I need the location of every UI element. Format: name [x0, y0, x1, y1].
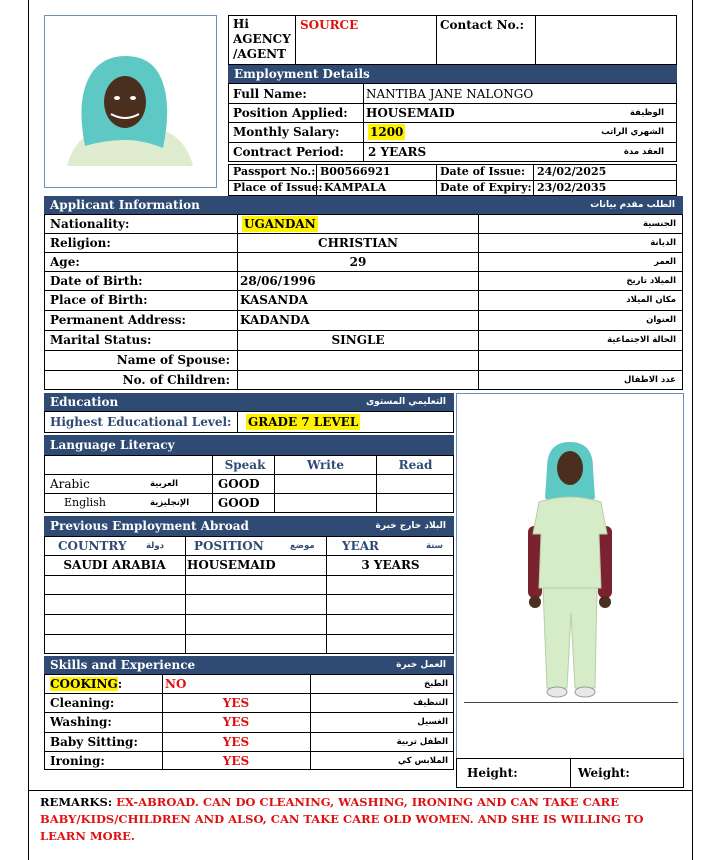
full-body-photo: [495, 438, 645, 703]
applicant-arabic-1: الديانة: [650, 238, 676, 248]
applicant-value-6: SINGLE: [331, 333, 385, 347]
applicant-arabic-0: الجنسية: [643, 219, 676, 229]
lang-english-label: English: [64, 496, 106, 509]
contract-value: 2 YEARS: [368, 145, 427, 159]
applicant-arabic-6: الحالة الاجتماعية: [607, 335, 676, 345]
prev-year-value: 3 YEARS: [361, 558, 420, 572]
applicant-label-1: Religion:: [50, 236, 111, 250]
skill-value-4: YES: [222, 754, 250, 768]
height-label: Height:: [467, 766, 518, 780]
col-year-ar: سنة: [426, 541, 443, 551]
place-of-issue-label: Place of Issue:: [233, 181, 323, 194]
issue-date-label: Date of Issue:: [440, 165, 526, 178]
prev-position-value: HOUSEMAID: [187, 558, 276, 572]
applicant-label-7: Name of Spouse:: [116, 353, 230, 367]
full-name-label: Full Name:: [233, 87, 307, 101]
skill-arabic-0: الطبخ: [424, 679, 448, 689]
lang-header-read: Read: [398, 458, 433, 472]
education-level-label: Highest Educational Level:: [50, 415, 232, 429]
remarks-line2: BABY/KIDS/CHILDREN AND ALSO, CAN TAKE CARE OLD WOMEN. AND SHE IS WILLING TO LEARN MORE.: [40, 812, 644, 843]
portrait-image: [45, 16, 216, 187]
contract-label: Contract Period:: [233, 145, 344, 159]
skill-label-2: Washing:: [50, 715, 112, 729]
page-right-border: [692, 0, 693, 860]
skill-label-1: Cleaning:: [50, 696, 115, 710]
previous-employment-header: Previous Employment Abroad البلاد خارج خبرة: [44, 516, 454, 536]
skill-arabic-4: الملابس كي: [398, 756, 448, 766]
contact-label: Contact No.:: [440, 18, 524, 32]
skill-arabic-1: التنظيف: [413, 698, 448, 708]
applicant-arabic-3: الميلاد تاريخ: [626, 276, 676, 286]
applicant-label-2: Age:: [50, 255, 80, 269]
prev-country-value: SAUDI ARABIA: [63, 558, 166, 572]
portrait-photo: [44, 15, 217, 188]
applicant-value-5: KADANDA: [240, 313, 310, 327]
skill-label-4: Ironing:: [50, 754, 105, 768]
expiry-date-value: 23/02/2035: [537, 181, 607, 194]
lang-header-speak: Speak: [224, 458, 266, 472]
place-of-issue-value: KAMPALA: [324, 181, 387, 194]
skill-label-0: COOKING:: [50, 677, 123, 691]
education-header: Education التعليمي المستوى: [44, 393, 454, 411]
page-left-border: [28, 0, 29, 860]
col-position-ar: موضع: [290, 541, 315, 551]
lang-arabic-speak: GOOD: [218, 477, 260, 491]
col-country-ar: دولة: [146, 541, 164, 551]
skills-header: Skills and Experience العمل خبرة: [44, 656, 454, 674]
applicant-value-0: UGANDAN: [244, 217, 316, 231]
skill-value-0: NO: [165, 677, 187, 691]
weight-label: Weight:: [578, 766, 630, 780]
language-header: Language Literacy: [44, 435, 454, 455]
skill-arabic-3: الطفل تربية: [396, 737, 448, 747]
position-value: HOUSEMAID: [366, 106, 455, 120]
lang-arabic-ar: العربية: [150, 479, 179, 489]
applicant-info-header: Applicant Information الطلب مقدم بيانات: [44, 196, 683, 214]
skill-value-1: YES: [222, 696, 250, 710]
applicant-arabic-8: عدد الاطفال: [624, 375, 676, 385]
applicant-label-5: Permanent Address:: [50, 313, 186, 327]
passport-no-label: Passport No.:: [233, 165, 316, 178]
lang-english-ar: الإنجليزية: [150, 498, 190, 508]
full-name-value: NANTIBA JANE NALONGO: [366, 87, 534, 101]
applicant-label-6: Marital Status:: [50, 333, 152, 347]
issue-date-value: 24/02/2025: [537, 165, 607, 178]
employment-details-header: Employment Details: [228, 65, 677, 83]
col-year: YEAR: [342, 539, 379, 553]
skill-value-2: YES: [222, 715, 250, 729]
col-position: POSITION: [194, 539, 264, 553]
salary-value: 1200: [370, 125, 404, 139]
applicant-value-2: 29: [349, 255, 367, 269]
applicant-label-8: No. of Children:: [122, 373, 230, 387]
salary-arabic: الشهري الراتب: [601, 127, 664, 137]
full-body-image: [495, 438, 645, 703]
skill-arabic-2: الغسيل: [417, 717, 448, 727]
applicant-label-0: Nationality:: [50, 217, 130, 231]
passport-no-value: B00566921: [320, 165, 391, 178]
education-level-value: GRADE 7 LEVEL: [248, 415, 359, 429]
applicant-value-3: 28/06/1996: [240, 274, 316, 288]
skill-label-3: Baby Sitting:: [50, 735, 138, 749]
lang-english-speak: GOOD: [218, 496, 260, 510]
skill-value-3: YES: [222, 735, 250, 749]
remarks: [40, 794, 680, 845]
applicant-value-1: CHRISTIAN: [318, 236, 398, 250]
col-country: COUNTRY: [58, 539, 127, 553]
applicant-arabic-2: العمر: [654, 257, 676, 267]
position-label: Position Applied:: [233, 106, 348, 120]
lang-header-write: Write: [307, 458, 344, 472]
remarks-line1: EX-ABROAD. CAN DO CLEANING, WASHING, IRONING AND CAN TAKE CARE: [116, 795, 619, 809]
salary-label: Monthly Salary:: [233, 125, 340, 139]
applicant-arabic-5: العنوان: [646, 315, 676, 325]
applicant-label-4: Place of Birth:: [50, 293, 148, 307]
applicant-value-4: KASANDA: [240, 293, 308, 307]
position-arabic: الوظيفة: [629, 108, 664, 118]
source-label: SOURCE: [300, 18, 359, 32]
contract-arabic: العقد مدة: [623, 147, 664, 157]
lang-arabic-label: Arabic: [50, 477, 90, 491]
expiry-date-label: Date of Expiry:: [440, 181, 532, 194]
agency-label: Hi AGENCY /AGENT: [233, 17, 291, 61]
remarks-label: REMARKS:: [40, 795, 113, 809]
applicant-label-3: Date of Birth:: [50, 274, 143, 288]
applicant-arabic-4: مكان الميلاد: [626, 295, 676, 305]
